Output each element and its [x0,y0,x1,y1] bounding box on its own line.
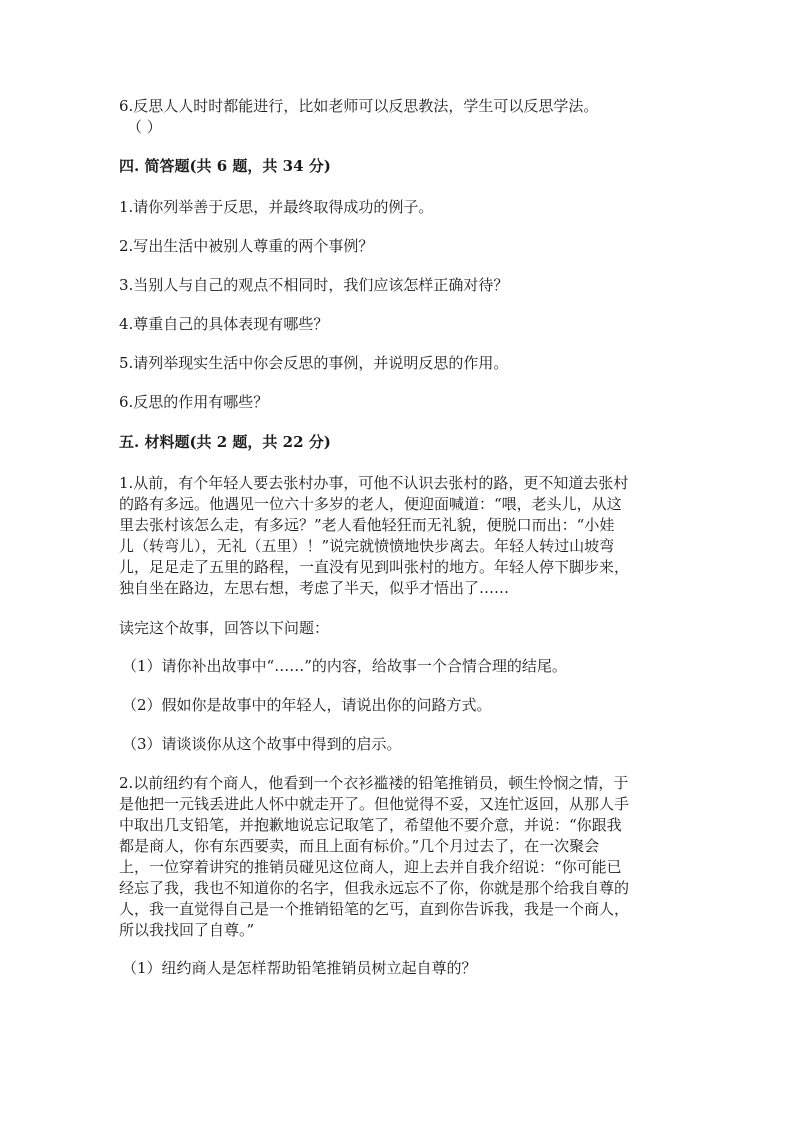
story2-line-6: 经忘了我，我也不知道你的名字，但我永远忘不了你，你就是那个给我自尊的 [119,879,630,897]
story2-line-7: 人，我一直觉得自己是一个推销铅笔的乞丐，直到你告诉我，我是一个商人， [119,900,630,918]
story1-line-5: 儿，足足走了五里的路程，一直没有见到叫张村的地方。年轻人停下脚步来， [119,558,630,576]
story1-question-2: （2）假如你是故事中的年轻人，请说出你的问路方式。 [122,696,492,714]
story1-line-1: 1.从前，有个年轻人要去张村办事，可他不认识去张村的路，更不知道去张村 [119,474,629,492]
story1-prompt: 读完这个故事，回答以下问题： [119,619,330,637]
answer-bracket: （ ） [127,118,162,136]
short-answer-item-5: 5.请列举现实生活中你会反思的事例，并说明反思的作用。 [119,354,509,372]
story1-line-3: 里去张村该怎么走，有多远？”老人看他轻狂而无礼貌，便脱口而出：“小娃 [119,516,615,534]
short-answer-item-6: 6.反思的作用有哪些？ [119,393,269,411]
short-answer-item-4: 4.尊重自己的具体表现有哪些？ [119,315,329,333]
story1-question-1: （1）请你补出故事中“……”的内容，给故事一个合情合理的结尾。 [122,657,567,675]
story2-line-1: 2.以前纽约有个商人，他看到一个衣衫褴褛的铅笔推销员，顿生怜悯之情，于 [119,774,629,792]
story2-line-5: 上，一位穿着讲究的推销员碰见这位商人，迎上去并自我介绍说：“你可能已 [119,858,622,876]
short-answer-item-2: 2.写出生活中被别人尊重的两个事例？ [119,237,374,255]
short-answer-heading: 四. 简答题(共 6 题，共 34 分) [119,157,331,175]
short-answer-item-3: 3.当别人与自己的观点不相同时，我们应该怎样正确对待？ [119,276,509,294]
story2-line-8: 所以我找回了自尊。” [119,921,255,939]
story1-question-3: （3）请谈谈你从这个故事中得到的启示。 [122,735,402,753]
judge-item-6: 6.反思人人时时都能进行，比如老师可以反思教法，学生可以反思学法。 [119,97,599,115]
story2-line-2: 是他把一元钱丢进此人怀中就走开了。但他觉得不妥，又连忙返回，从那人手 [119,795,630,813]
short-answer-item-1: 1.请你列举善于反思，并最终取得成功的例子。 [119,198,434,216]
story1-line-4: 儿（转弯儿），无礼（五里）！”说完就愤愤地快步离去。年轻人转过山坡弯 [119,537,615,555]
story2-question-1: （1）纽约商人是怎样帮助铅笔推销员树立起自尊的？ [122,959,477,977]
story1-line-2: 的路有多远。他遇见一位六十多岁的老人，便迎面喊道：“喂，老头儿，从这 [119,495,622,513]
story2-line-4: 都是商人，你有东西要卖，而且上面有标价。”几个月过去了，在一次聚会 [119,837,600,855]
story1-line-6: 独自坐在路边，左思右想，考虑了半天，似乎才悟出了…… [119,579,510,597]
story2-line-3: 中取出几支铅笔，并抱歉地说忘记取笔了，希望他不要介意，并说：“你跟我 [119,816,622,834]
material-heading: 五. 材料题(共 2 题，共 22 分) [119,433,331,451]
